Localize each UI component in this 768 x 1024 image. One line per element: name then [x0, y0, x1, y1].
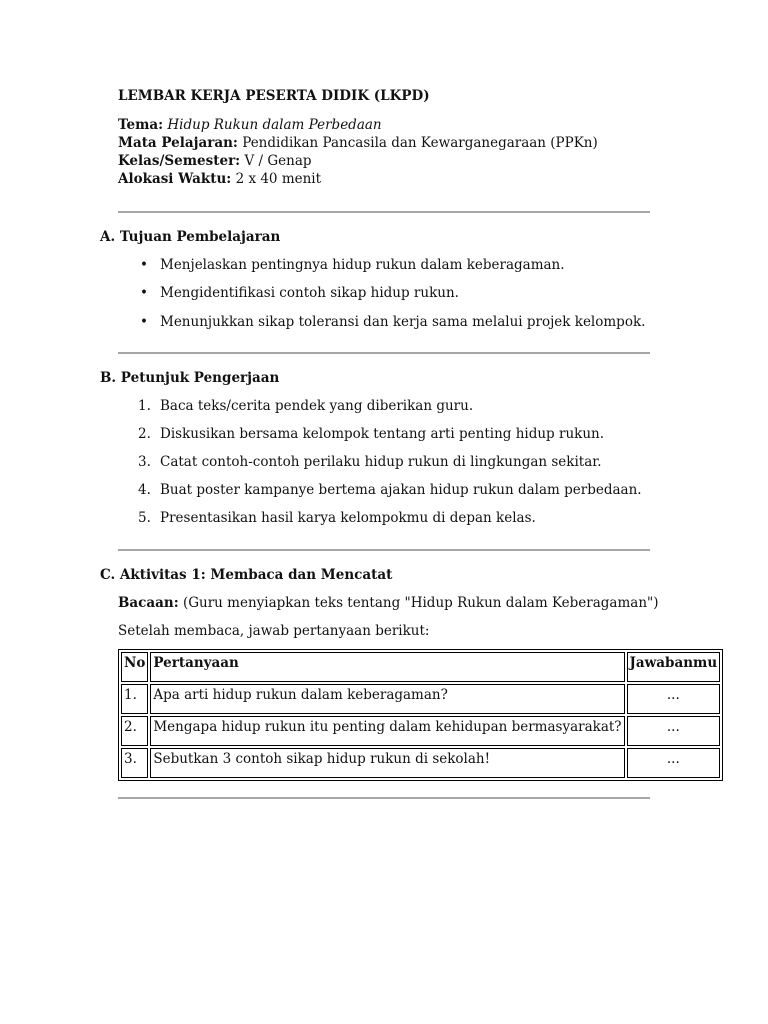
divider: [118, 352, 650, 354]
table-row: [121, 748, 720, 778]
alokasi-label: Alokasi Waktu:: [118, 171, 232, 187]
list-number: 1.: [138, 398, 151, 414]
table-row: [121, 684, 720, 714]
list-item: Mengidentifikasi contoh sikap hidup rukun.: [160, 285, 459, 301]
bullet-icon: •: [140, 314, 148, 330]
row-number: 1.: [121, 684, 148, 714]
bacaan-label: Bacaan:: [118, 595, 179, 611]
answer-cell[interactable]: ...: [627, 684, 721, 714]
bullet-icon: •: [140, 257, 148, 273]
bullet-icon: •: [140, 285, 148, 301]
mapel-label: Mata Pelajaran:: [118, 135, 238, 151]
row-number: 2.: [121, 716, 148, 746]
list-item: Presentasikan hasil karya kelompokmu di depan kelas.: [160, 510, 536, 526]
page-title: LEMBAR KERJA PESERTA DIDIK (LKPD): [118, 88, 430, 104]
question-cell: Mengapa hidup rukun itu penting dalam kehidupan bermasyarakat?: [150, 716, 624, 746]
answer-cell[interactable]: ...: [627, 716, 721, 746]
table-header-row: [121, 652, 720, 682]
question-cell: Apa arti hidup rukun dalam keberagaman?: [150, 684, 624, 714]
mapel-value: Pendidikan Pancasila dan Kewarganegaraan (PPKn): [242, 135, 598, 151]
table-row: [121, 716, 720, 746]
list-item: Menunjukkan sikap toleransi dan kerja sama melalui projek kelompok.: [160, 314, 646, 330]
list-number: 5.: [138, 510, 151, 526]
mapel-line: [118, 134, 598, 152]
kelas-value: V / Genap: [244, 153, 312, 169]
alokasi-line: [118, 170, 321, 188]
tema-label: Tema:: [118, 117, 164, 133]
question-cell: Sebutkan 3 contoh sikap hidup rukun di sekolah!: [150, 748, 624, 778]
divider: [118, 211, 650, 213]
column-header-answer: Jawabanmu: [627, 652, 721, 682]
alokasi-value: 2 x 40 menit: [235, 171, 322, 187]
section-c-heading: C. Aktivitas 1: Membaca dan Mencatat: [100, 567, 393, 583]
divider: [118, 549, 650, 551]
tema-line: [118, 116, 382, 134]
bacaan-text: (Guru menyiapkan teks tentang "Hidup Rukun dalam Keberagaman"): [178, 595, 659, 611]
instruction-text: Setelah membaca, jawab pertanyaan berikut:: [118, 623, 430, 639]
bacaan-line: [118, 594, 659, 612]
column-header-no: No: [121, 652, 148, 682]
section-b-heading: B. Petunjuk Pengerjaan: [100, 370, 280, 386]
list-item: Baca teks/cerita pendek yang diberikan guru.: [160, 398, 474, 414]
list-item: Menjelaskan pentingnya hidup rukun dalam keberagaman.: [160, 257, 565, 273]
question-table: [118, 649, 723, 781]
answer-cell[interactable]: ...: [627, 748, 721, 778]
list-item: Diskusikan bersama kelompok tentang arti penting hidup rukun.: [160, 426, 604, 442]
kelas-label: Kelas/Semester:: [118, 153, 241, 169]
column-header-question: Pertanyaan: [150, 652, 624, 682]
tema-value: Hidup Rukun dalam Perbedaan: [167, 117, 382, 133]
kelas-line: [118, 152, 312, 170]
list-number: 2.: [138, 426, 151, 442]
list-item: Catat contoh-contoh perilaku hidup rukun di lingkungan sekitar.: [160, 454, 602, 470]
section-a-heading: A. Tujuan Pembelajaran: [100, 229, 281, 245]
divider: [118, 797, 650, 799]
row-number: 3.: [121, 748, 148, 778]
list-item: Buat poster kampanye bertema ajakan hidup rukun dalam perbedaan.: [160, 482, 642, 498]
list-number: 4.: [138, 482, 151, 498]
list-number: 3.: [138, 454, 151, 470]
